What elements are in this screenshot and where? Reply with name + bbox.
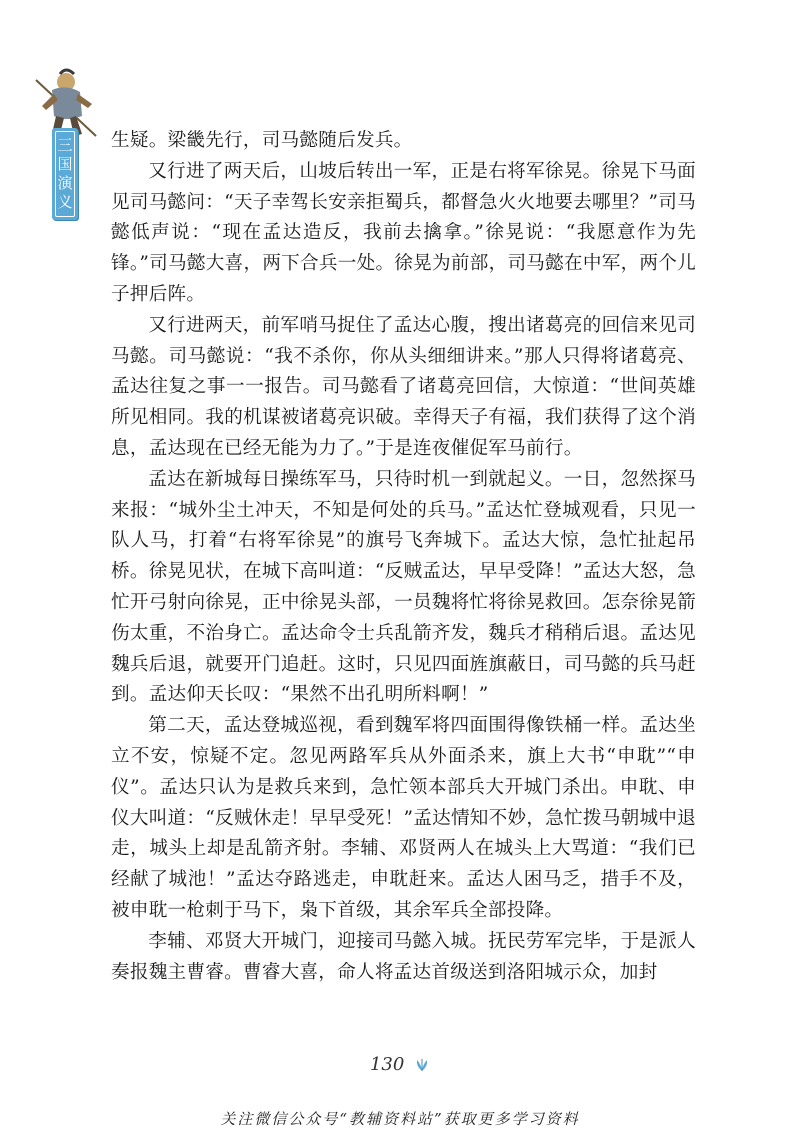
paragraph: 又行进了两天后，山坡后转出一军，正是右将军徐晃。徐晃下马面见司马懿问：“天子幸驾长安亲拒蜀兵，都督急火火地要去哪里？”司马懿低声说：“现在孟达造反，我前去擒拿。”徐晃说：“我愿意作为先锋。”司马懿大喜，两下合兵一处。徐晃为前部，司马懿在中军，两个儿子押后阵。 [111, 160, 696, 305]
book-title-char: 三 [57, 136, 73, 154]
book-title-char: 义 [57, 193, 73, 211]
paragraph: 孟达在新城每日操练军马，只待时机一到就起义。一日，忽然探马来报：“城外尘土冲天，不知是何处的兵马。”孟达忙登城观看，只见一队人马，打着“右将军徐晃”的旗号飞奔城下。孟达大惊，急忙扯起吊桥。徐晃见状，在城下高叫道：“反贼孟达，早早受降！”孟达大怒，急忙开弓射向徐晃，正中徐晃头部，一员魏将忙将徐晃救回。怎奈徐晃箭伤太重，不治身亡。孟达命令士兵乱箭齐发，魏兵才稍稍后退。孟达见魏兵后退，就要开门追赶。这时，只见四面旌旗蔽日，司马懿的兵马赶到。孟达仰天长叹：“果然不出孔明所料啊！” [111, 468, 696, 706]
paragraph: 李辅、邓贤大开城门，迎接司马懿入城。抚民劳军完毕，于是派人奏报魏主曹睿。曹睿大喜，命人将孟达首级送到洛阳城示众，加封 [111, 930, 696, 983]
footer-note: 关注微信公众号“教辅资料站”获取更多学习资料 [220, 1110, 580, 1128]
paragraph: 又行进两天，前军哨马捉住了孟达心腹，搜出诸葛亮的回信来见司马懿。司马懿说：“我不杀你，你从头细细讲来。”那人只得将诸葛亮、孟达往复之事一一报告。司马懿看了诸葛亮回信，大惊道：“世间英雄所见相同。我的机谋被诸葛亮识破。幸得天子有福，我们获得了这个消息，孟达现在已经无能为力了。”于是连夜催促军马前行。 [111, 314, 696, 459]
page-number-text: 130 [369, 1054, 405, 1075]
leaf-ornament-icon [414, 1058, 430, 1072]
paragraph: 第二天，孟达登城巡视，看到魏军将四面围得像铁桶一样。孟达坐立不安，惊疑不定。忽见两路军兵从外面杀来，旗上大书“申耽”“申仪”。孟达只认为是救兵来到，急忙领本部兵大开城门杀出。申耽、申仪大叫道：“反贼休走！早早受死！”孟达情知不妙，急忙拨马朝城中退走，城头上却是乱箭齐射。李辅、邓贤两人在城头上大骂道：“我们已经献了城池！”孟达夺路逃走，申耽赶来。孟达人困马乏，措手不及，被申耽一枪刺于马下，枭下首级，其余军兵全部投降。 [111, 715, 696, 921]
body-text [111, 126, 696, 988]
paragraph: 生疑。梁畿先行，司马懿随后发兵。 [111, 130, 413, 151]
book-title-tab [52, 128, 78, 220]
book-title-char: 国 [57, 155, 73, 173]
page-number [0, 1054, 800, 1075]
book-title-char: 演 [57, 174, 73, 192]
